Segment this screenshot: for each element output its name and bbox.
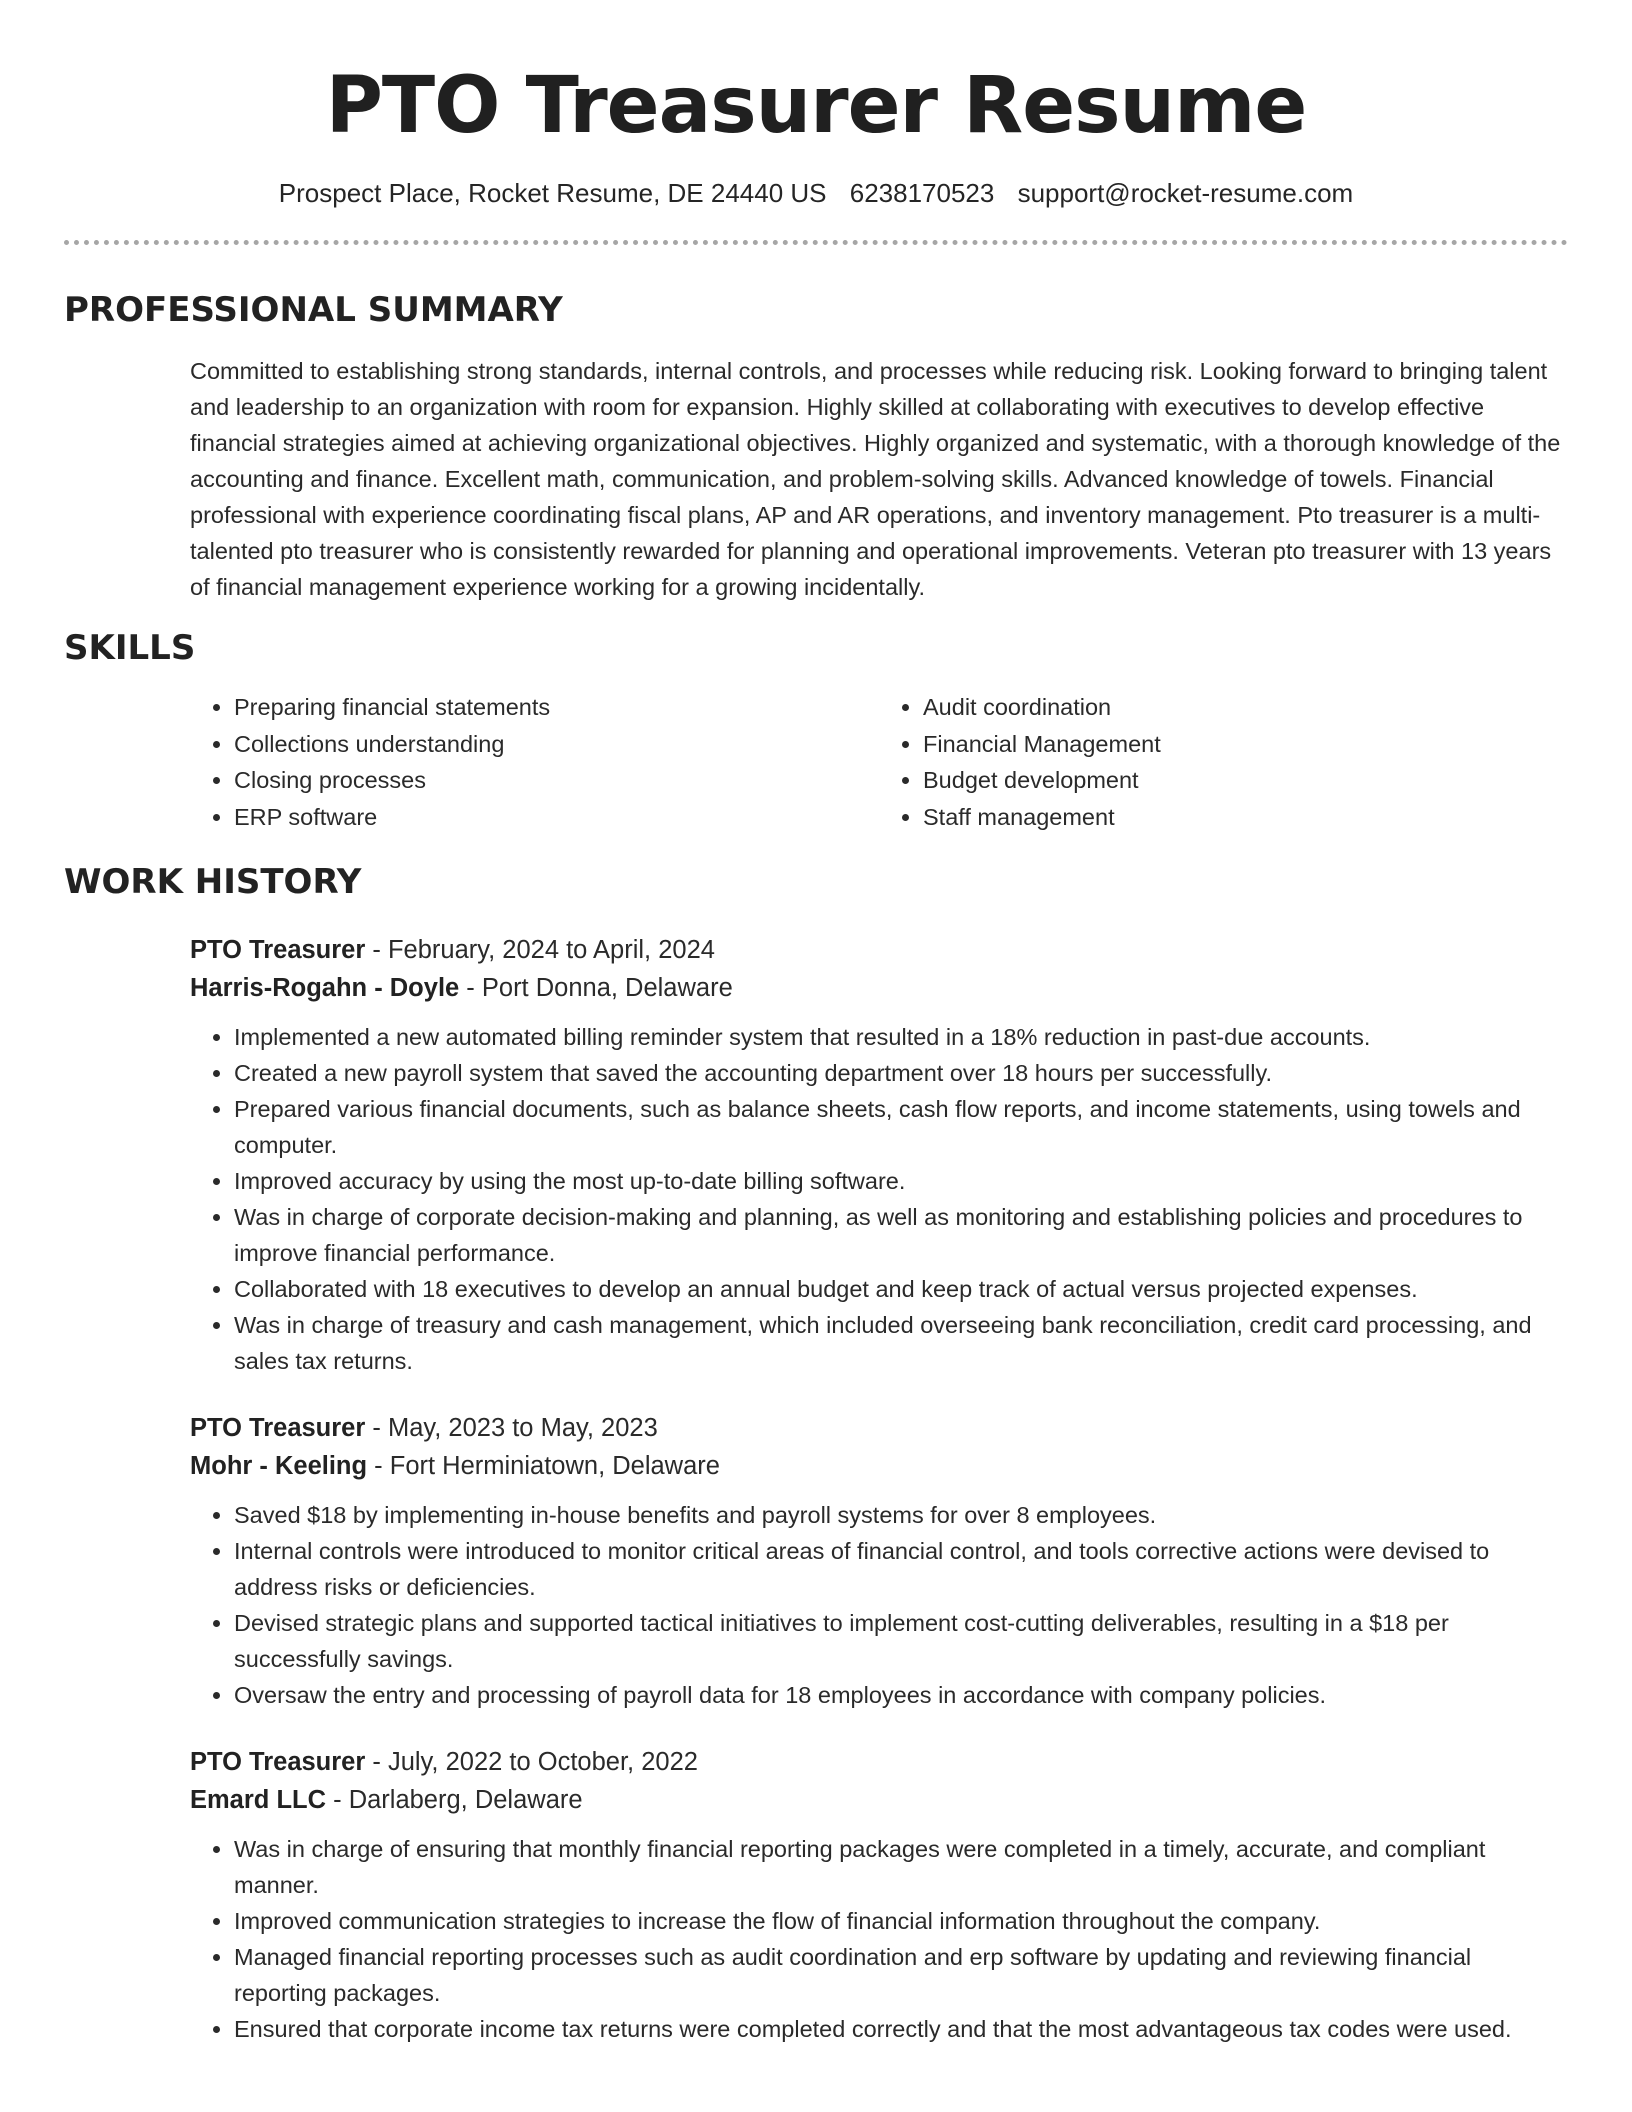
header-divider — [64, 240, 1568, 245]
job-entry — [190, 931, 1568, 1379]
contact-line — [64, 176, 1568, 210]
job-company-line — [190, 1781, 1568, 1819]
contact-phone: 6238170523 — [849, 178, 995, 208]
skill-item: • Audit coordination — [923, 689, 1568, 726]
contact-email: support@rocket-resume.com — [1017, 178, 1354, 208]
summary-heading: PROFESSIONAL SUMMARY — [64, 290, 563, 330]
job-dates: - February, 2024 to April, 2024 — [365, 936, 715, 964]
skill-item: • Preparing financial statements — [234, 689, 879, 726]
skill-item: • Staff management — [923, 799, 1568, 836]
job-dates: - July, 2022 to October, 2022 — [365, 1748, 698, 1776]
job-dates: - May, 2023 to May, 2023 — [365, 1414, 658, 1442]
job-entry — [190, 1409, 1568, 1713]
job-bullet: • Was in charge of ensuring that monthly financial reporting packages were completed in a timely, accurate, and compliant manner. — [234, 1831, 1568, 1903]
job-bullet: • Created a new payroll system that saved the accounting department over 18 hours per successfully. — [234, 1055, 1568, 1091]
skill-item: • Closing processes — [234, 762, 879, 799]
job-bullet: • Saved $18 by implementing in-house benefits and payroll systems for over 8 employees. — [234, 1497, 1568, 1533]
skills-list — [190, 689, 1568, 835]
job-title-line — [190, 1743, 1568, 1781]
contact-address: Prospect Place, Rocket Resume, DE 24440 US — [278, 178, 827, 208]
skill-item: • Budget development — [923, 762, 1568, 799]
summary-text: Committed to establishing strong standards, internal controls, and processes while reducing risk. Looking forward to bringing talent and leadership to an organization with room for expansion. Highly skilled at collaborating with executives to develop effective financial strategies aimed at achieving organizational objectives. Highly organized and systematic, with a thorough knowledge of the accounting and finance. Excellent math, communication, and problem-solving skills. Advanced knowledge of towels. Financial professional with experience coordinating fiscal plans, AP and AR operations, and inventory management. Pto treasurer is a multi-talented pto treasurer who is consistently rewarded for planning and operational improvements. Veteran pto treasurer with 13 years of financial management experience working for a growing incidentally. — [190, 358, 1561, 600]
job-bullet: • Ensured that corporate income tax returns were completed correctly and that the most advantageous tax codes were used. — [234, 2011, 1568, 2047]
job-title-line — [190, 1409, 1568, 1447]
resume-title: PTO Treasurer Resume — [325, 61, 1307, 151]
work-history-list — [190, 931, 1568, 2047]
job-role: PTO Treasurer — [190, 936, 366, 964]
skill-item: • Collections understanding — [234, 726, 879, 763]
work-history-heading: WORK HISTORY — [64, 862, 362, 902]
job-bullet: • Prepared various financial documents, such as balance sheets, cash flow reports, and income statements, using towels and computer. — [234, 1091, 1568, 1163]
job-entry — [190, 1743, 1568, 2047]
job-company-line — [190, 969, 1568, 1007]
job-role: PTO Treasurer — [190, 1414, 366, 1442]
job-company: Emard LLC — [190, 1786, 327, 1814]
job-bullets — [190, 1831, 1568, 2047]
job-bullet: • Implemented a new automated billing reminder system that resulted in a 18% reduction in past-due accounts. — [234, 1019, 1568, 1055]
skill-item: • ERP software — [234, 799, 879, 836]
job-bullet: • Improved communication strategies to increase the flow of financial information throughout the company. — [234, 1903, 1568, 1939]
job-bullet: • Improved accuracy by using the most up-to-date billing software. — [234, 1163, 1568, 1199]
job-bullet: • Internal controls were introduced to monitor critical areas of financial control, and tools corrective actions were devised to address risks or deficiencies. — [234, 1533, 1568, 1605]
job-bullets — [190, 1019, 1568, 1379]
job-location: - Port Donna, Delaware — [459, 974, 733, 1002]
resume-page — [64, 0, 1568, 2047]
job-company: Harris-Rogahn - Doyle — [190, 974, 460, 1002]
job-bullet: • Devised strategic plans and supported tactical initiatives to implement cost-cutting deliverables, resulting in a $18 per successfully savings. — [234, 1605, 1568, 1677]
skills-column-right — [879, 689, 1568, 835]
skills-heading: SKILLS — [64, 628, 196, 668]
skill-item: • Financial Management — [923, 726, 1568, 763]
job-location: - Fort Herminiatown, Delaware — [367, 1452, 720, 1480]
job-role: PTO Treasurer — [190, 1748, 366, 1776]
job-company-line — [190, 1447, 1568, 1485]
job-bullet: • Managed financial reporting processes such as audit coordination and erp software by updating and reviewing financial reporting packages. — [234, 1939, 1568, 2011]
job-bullet: • Was in charge of treasury and cash management, which included overseeing bank reconciliation, credit card processing, and sales tax returns. — [234, 1307, 1568, 1379]
job-location: - Darlaberg, Delaware — [326, 1786, 583, 1814]
job-title-line — [190, 931, 1568, 969]
job-bullet: • Collaborated with 18 executives to develop an annual budget and keep track of actual versus projected expenses. — [234, 1271, 1568, 1307]
job-company: Mohr - Keeling — [190, 1452, 368, 1480]
job-bullet: • Oversaw the entry and processing of payroll data for 18 employees in accordance with company policies. — [234, 1677, 1568, 1713]
skills-column-left — [190, 689, 879, 835]
job-bullet: • Was in charge of corporate decision-making and planning, as well as monitoring and establishing policies and procedures to improve financial performance. — [234, 1199, 1568, 1271]
job-bullets — [190, 1497, 1568, 1713]
